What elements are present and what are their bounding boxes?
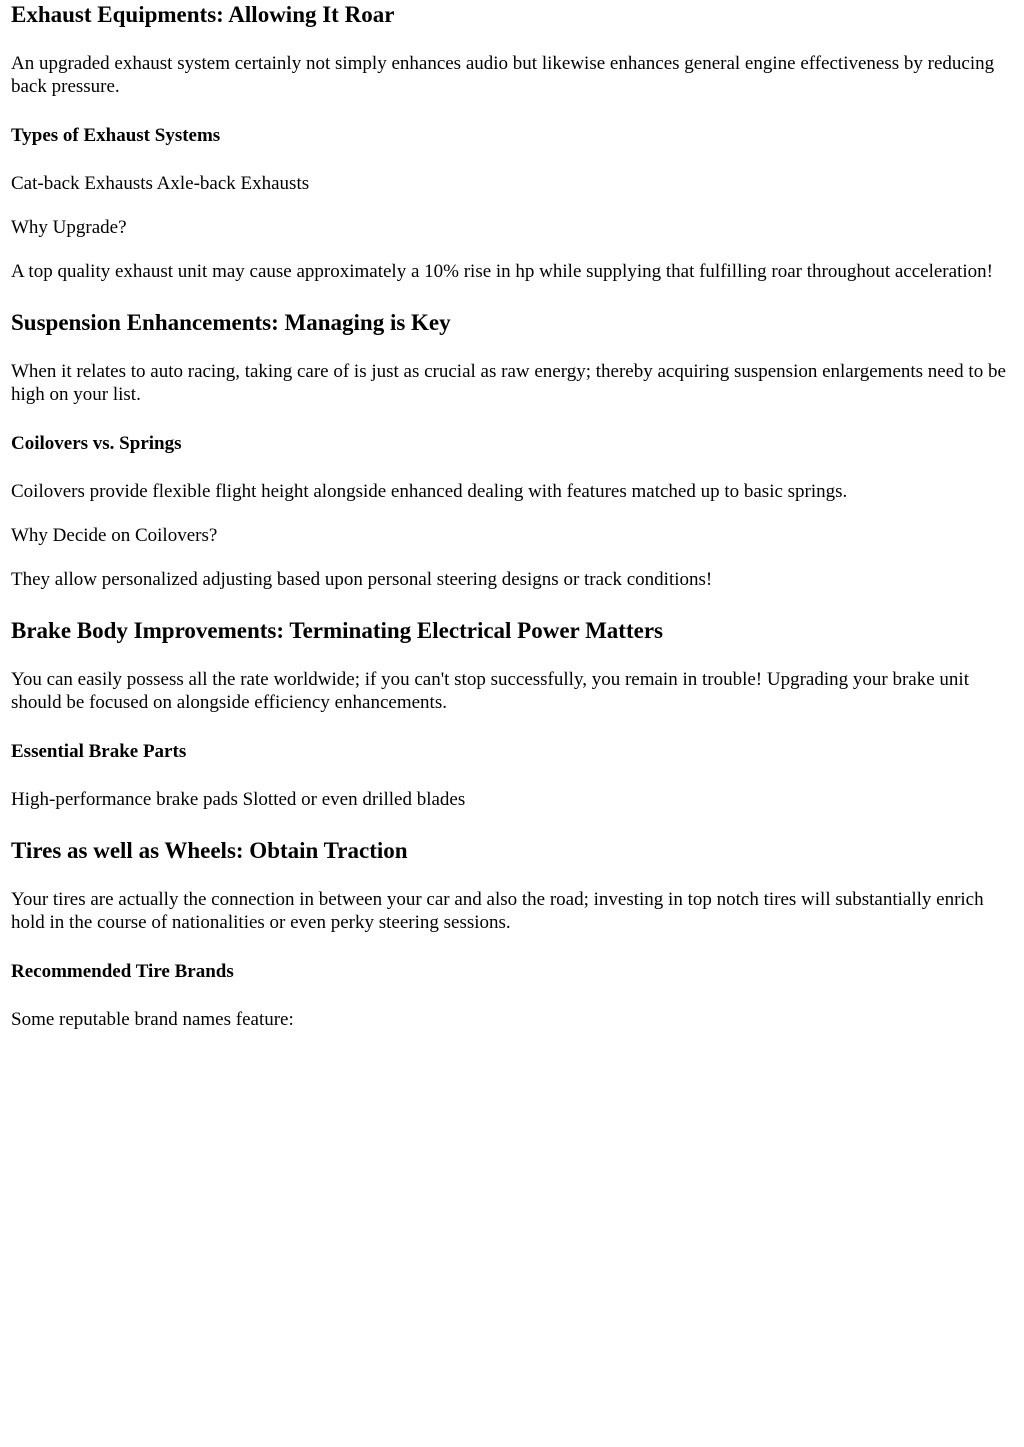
section-intro-brakes: You can easily possess all the rate worldwide; if you can't stop successfully, you remain in trouble! Upgrading your brake unit should be focused on alongside efficiency enhancements. [11, 669, 969, 713]
brake-parts-list: High-performance brake pads Slotted or even drilled blades [11, 789, 466, 810]
subheading-exhaust-types: Types of Exhaust Systems [11, 125, 221, 146]
section-heading-exhaust: Exhaust Equipments: Allowing It Roar [11, 2, 395, 27]
section-heading-tires: Tires as well as Wheels: Obtain Traction [11, 838, 408, 863]
tire-brands-body: Some reputable brand names feature: [11, 1009, 294, 1030]
subheading-coilovers: Coilovers vs. Springs [11, 433, 182, 454]
article [0, 1, 1024, 1031]
subheading-tire-brands: Recommended Tire Brands [11, 961, 234, 982]
exhaust-question: Why Upgrade? [11, 217, 127, 238]
exhaust-types-list: Cat-back Exhausts Axle-back Exhausts [11, 173, 310, 194]
section-heading-suspension: Suspension Enhancements: Managing is Key [11, 310, 451, 335]
section-heading-brakes: Brake Body Improvements: Terminating Electrical Power Matters [11, 618, 663, 643]
section-intro-tires: Your tires are actually the connection in between your car and also the road; investing in top notch tires will substantially enrich hold in the course of nationalities or even perky steering sessions. [11, 889, 984, 933]
section-intro-suspension: When it relates to auto racing, taking care of is just as crucial as raw energy; thereby acquiring suspension enlargements need to be high on your list. [11, 361, 1006, 405]
exhaust-answer: A top quality exhaust unit may cause approximately a 10% rise in hp while supplying that fulfilling roar throughout acceleration! [11, 261, 993, 282]
coilovers-question: Why Decide on Coilovers? [11, 525, 218, 546]
section-intro-exhaust: An upgraded exhaust system certainly not simply enhances audio but likewise enhances general engine effectiveness by reducing back pressure. [11, 53, 995, 97]
subheading-brake-parts: Essential Brake Parts [11, 741, 187, 762]
coilovers-answer: They allow personalized adjusting based upon personal steering designs or track conditions! [11, 569, 713, 590]
coilovers-body: Coilovers provide flexible flight height alongside enhanced dealing with features matched up to basic springs. [11, 481, 848, 502]
